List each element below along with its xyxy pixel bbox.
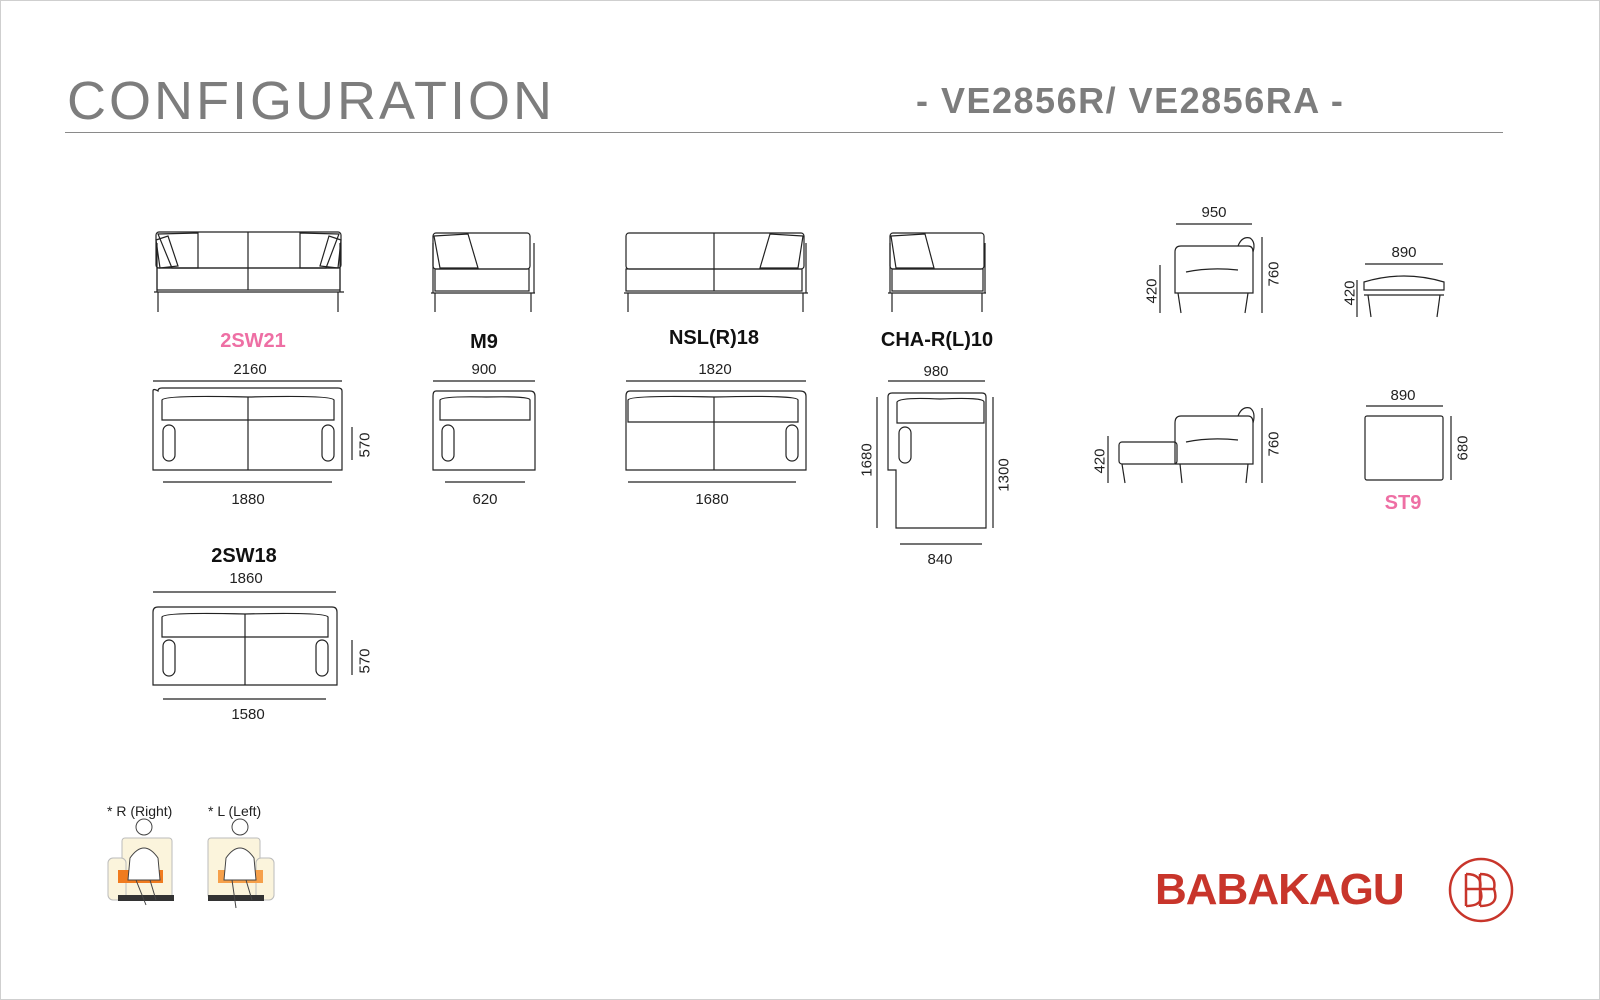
brand-wordmark: BABAKAGU [1155, 865, 1404, 914]
label-2sw21: 2SW21 [220, 330, 286, 352]
dim-2sw21-depth: 570 [356, 432, 374, 458]
dim-2sw21-bottom: 1880 [231, 491, 265, 508]
label-cha: CHA-R(L)10 [880, 329, 994, 351]
dim-2sw18-depth: 570 [356, 648, 374, 674]
dim-st9-depth: 680 [1454, 435, 1472, 461]
dim-2sw21-top: 2160 [233, 361, 267, 378]
model-number: - VE2856R/ VE2856RA - [916, 80, 1345, 121]
dim-ottoman-height: 420 [1341, 280, 1359, 306]
dim-arm-seat-height: 420 [1143, 278, 1161, 304]
dim-m9-bottom: 620 [472, 491, 498, 508]
dim-2sw18-bottom: 1580 [231, 706, 265, 723]
dim-cha-depth-right: 1300 [995, 458, 1013, 492]
label-nsl: NSL(R)18 [668, 327, 760, 349]
dim-nsl-bottom: 1680 [695, 491, 729, 508]
label-2sw18: 2SW18 [211, 545, 277, 567]
dim-st9-width: 890 [1390, 387, 1416, 404]
dim-cha-depth-left: 1680 [858, 443, 876, 477]
dim-m9-top: 900 [471, 361, 497, 378]
dim-cha-bottom: 840 [927, 551, 953, 568]
page-title: CONFIGURATION [67, 71, 555, 131]
dim-arm-width: 950 [1201, 204, 1227, 221]
legend-left-label: * L (Left) [208, 803, 262, 819]
dim-nsl-top: 1820 [698, 361, 732, 378]
label-m9: M9 [470, 331, 498, 353]
dim-ottoman-width: 890 [1391, 244, 1417, 261]
dim-arm-height: 760 [1265, 261, 1283, 287]
dim-cha-top: 980 [923, 363, 949, 380]
dim-chaise-seat-height: 420 [1091, 448, 1109, 474]
dim-2sw18-top: 1860 [229, 570, 263, 587]
legend-right-label: * R (Right) [107, 803, 173, 819]
dim-chaise-height: 760 [1265, 431, 1283, 457]
label-st9: ST9 [1384, 492, 1422, 514]
